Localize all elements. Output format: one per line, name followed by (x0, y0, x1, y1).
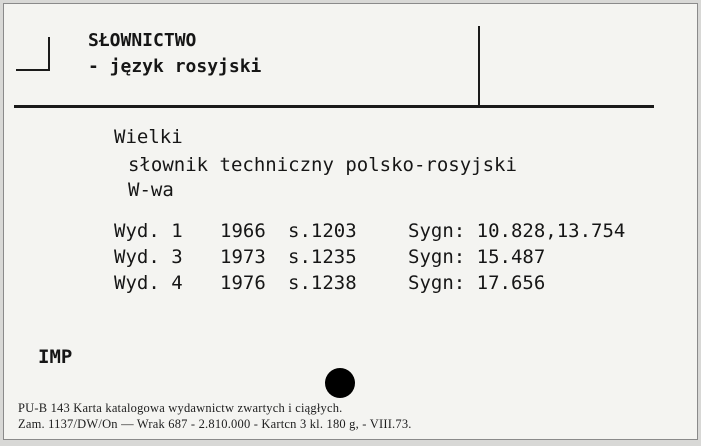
footer-line-2: Zam. 1137/DW/On — Wrak 687 - 2.810.000 - Kartcn 3 kl. 180 g, - VIII.73. (18, 417, 412, 431)
edition-1-pages: s.1203 (288, 220, 357, 242)
edition-3-label: Wyd. 4 (114, 272, 183, 294)
edition-2-signature: Sygn: 15.487 (408, 246, 546, 268)
punch-hole-icon (325, 368, 355, 398)
edition-3-signature: Sygn: 17.656 (408, 272, 546, 294)
edition-2-label: Wyd. 3 (114, 246, 183, 268)
edition-1-signature: Sygn: 10.828,13.754 (408, 220, 626, 242)
edition-1-year: 1966 (220, 220, 266, 242)
subject-subheading: - język rosyjski (88, 56, 262, 77)
subject-heading: SŁOWNICTWO (88, 30, 197, 51)
edition-3-year: 1976 (220, 272, 266, 294)
edition-1-label: Wyd. 1 (114, 220, 183, 242)
heading-vertical-rule (478, 26, 480, 106)
edition-2-year: 1973 (220, 246, 266, 268)
entry-author: Wielki (114, 126, 183, 148)
edition-2-pages: s.1235 (288, 246, 357, 268)
entry-title: słownik techniczny polsko-rosyjski (128, 154, 517, 176)
heading-horizontal-rule (14, 105, 654, 108)
entry-place: W-wa (128, 179, 174, 201)
library-stamp: IMP (38, 346, 73, 368)
footer-line-1: PU-B 143 Karta katalogowa wydawnictw zwartych i ciągłych. (18, 401, 343, 415)
catalog-card (3, 3, 698, 440)
edition-3-pages: s.1238 (288, 272, 357, 294)
corner-mark-horizontal (16, 69, 50, 71)
corner-mark-vertical (48, 37, 50, 71)
